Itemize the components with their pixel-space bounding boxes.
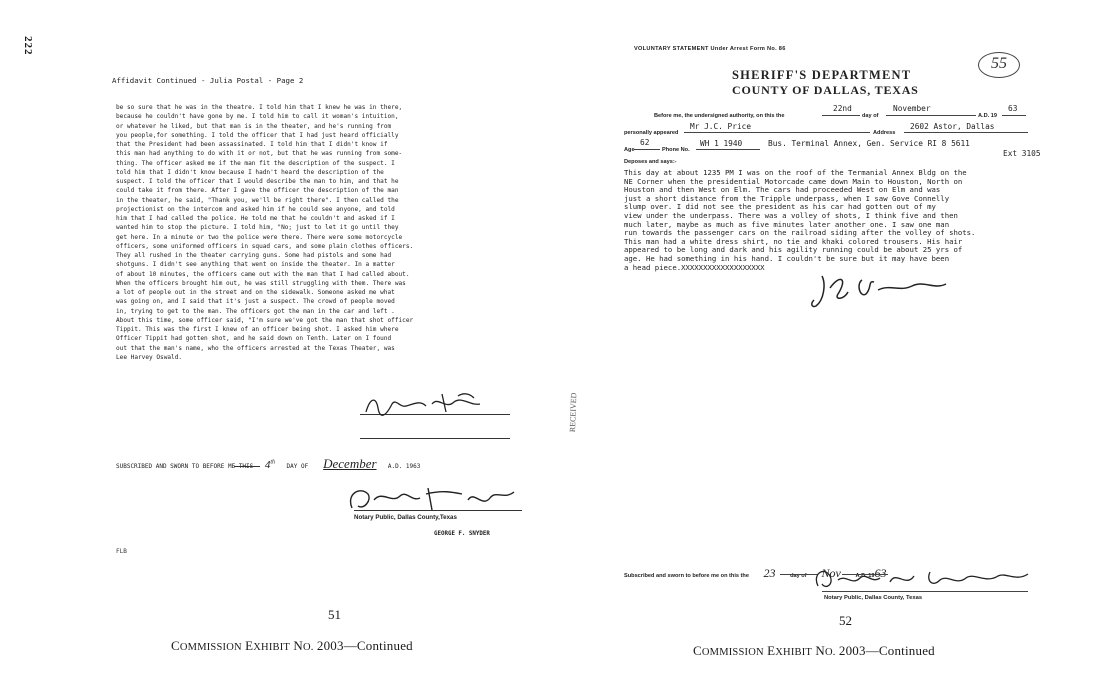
affidavit-line: Officer Tippit had gotten shot, and he said down on Tenth. Later on I found [116,335,392,343]
age-underline [634,149,660,150]
affidavit-line: wanted him to stop the picture. I told him, "No; just to let it go until they [116,224,399,232]
statement-line: run towards the passenger cars on the railroad siding after the volley of shots. [624,229,976,238]
statement-line: much later, maybe as much as five minutes later another one. I saw one man [624,220,950,229]
notary-signature-right [810,564,1040,594]
statement-line: age. He had something in his hand. I couldn't be sure but it may have been [624,254,950,263]
affidavit-line: this man had anything to do with it or not, but that he was running from some- [116,150,403,158]
name-underline [684,132,870,133]
day-of-label: day of [862,113,879,119]
affidavit-line: They all rushed in the theater carrying guns. Some had pistols and some had [116,252,392,259]
jurat-year-right: 63 [874,566,887,580]
right-page [560,0,1094,691]
statement-body [624,169,1094,272]
age-label: Age [624,147,635,153]
jurat-left [116,456,420,472]
statement-line: This man had a white dress shirt, no tie and khaki colored trousers. His hair [624,237,963,246]
statement-line: This day at about 1235 PM I was on the roof of the Termanial Annex Bldg on the [624,169,967,177]
county-title: COUNTY OF DALLAS, TEXAS [732,83,919,97]
notary-line-left [354,510,522,511]
affiant-signature-price [808,270,968,312]
statement-line: a head piece.XXXXXXXXXXXXXXXXXXX [624,263,765,272]
jurat-ad-right: A.D. 19 [855,573,875,579]
affidavit-header: Affidavit Continued - Julia Postal - Page 2 [112,76,304,85]
statement-day: 22nd [833,104,852,113]
department-title: SHERIFF'S DEPARTMENT [732,68,912,82]
affidavit-line: officers, some uniformed officers in squad cars, and some plain clothes officers. [116,242,414,250]
affidavit-line: When the officers brought him out, he was still struggling with them. There was [116,279,406,287]
phone-label: Phone No. [662,147,690,153]
affidavit-line: him that I had called the police. He told me that he couldn't and asked if I [116,215,395,222]
deposes-label: Deposes and says:- [624,159,677,165]
affidavit-line: that the President had been assassinated. I told him that I didn't know if [116,141,388,148]
statement-month: November [893,104,931,113]
affiant-signature [362,390,502,420]
typist-initials: FLB [116,548,127,555]
affidavit-line: projectionist on the intercom and asked him if he could see anyone, and told [116,205,395,213]
notary-line-right [822,591,1028,592]
affidavit-line: Lee Harvey Oswald. [116,353,183,361]
affidavit-line: because he couldn't have gone by me. I told him to call it woman's intuition, [116,113,399,121]
statement-year: 63 [1008,104,1018,113]
affidavit-line: was going on, and I said that it's just a suspect. The crowd of people moved [116,298,395,306]
statement-line: just a short distance from the Tripple underpass, when I saw Gove Connelly [624,194,950,203]
jurat-month: December [323,456,377,471]
affidavit-line: could take it from there. After I gave the officer the description of the man [116,187,399,195]
page-number-left: 51 [328,607,341,622]
affiant-employment: Bus. Terminal Annex, Gen. Service RI 8 5611 [768,139,970,148]
jurat-day-of: DAY OF [286,463,309,470]
address-label: Address [873,130,896,136]
statement-line: appeared to be long and dark and his agility running could be about 25 yrs of [624,246,963,255]
affidavit-line: About this time, some officer said, "I'm sure we've got the man that shot officer [116,316,414,324]
appeared-label: personally appeared [624,130,679,136]
before-me-label: Before me, the undersigned authority, on this the [654,113,785,119]
jurat-day-underline [234,466,260,467]
affidavit-line: out that the man's name, who the officers arrested at the Texas Theater, was [116,344,395,352]
affiant-ext: Ext 3105 [1003,149,1041,158]
affidavit-line: told him that I didn't know because I hadn't heard the description of the [116,168,384,176]
received-stamp: RECEIVED [568,392,579,433]
jurat-month-right: Nov [821,566,841,580]
affiant-phone: WH 1 1940 [700,139,743,148]
statement-line: NE Corner when the presidential Motorcade came down Main to Houston, North on [624,177,963,186]
statement-line: Houston and then West on Elm. The cars had proceeded West on Elm and was [624,186,941,195]
page-number-right: 52 [839,613,852,628]
jurat-text-right: Subscribed and sworn to before me on this the [624,573,749,579]
form-header: VOLUNTARY STATEMENT Under Arrest Form No. 86 [634,46,786,52]
notary-name-left: GEORGE F. SNYDER [434,531,490,537]
affidavit-line: a lot of people out in the street and on the sidewalk. Someone asked me what [116,289,395,296]
affiant-address: 2602 Astor, Dallas [910,122,995,131]
affidavit-line: shotguns. I didn't see anything that went on inside the theater. In a matter [116,261,395,269]
caption-right: COMMISSION EXHIBIT NO. 2003—Continued [693,643,935,658]
affidavit-line: thing. The officer asked me if the man fit the description of the suspect. I [116,159,395,167]
affidavit-line: in, trying to get to the man. The officers got the man in the car and left . [116,307,395,315]
affidavit-line: or whatever he liked, but that man is in the theater, and he's running from [116,122,392,130]
month-underline [886,115,976,116]
statement-line: view under the underpass. There was a volley of shots, I think five and then [624,211,958,220]
jurat-year: 63 [413,463,421,470]
affidavit-line: be so sure that he was in the theatre. I told him that I knew he was in there, [116,104,403,111]
phone-underline [696,149,760,150]
address-underline [904,132,1028,133]
notary-title-right: Notary Public, Dallas County, Texas [824,595,923,601]
statement-line: slump over. I did not see the president as his car had gotten out of my [624,203,936,212]
ad-label: A.D. 19 [978,113,997,119]
jurat-day: 4th [264,459,275,471]
jurat-year-prefix: A.D. 19 [387,463,414,470]
page-mark: 55 [978,52,1020,78]
year-underline [1002,115,1026,116]
affidavit-line: get here. In a minute or two the police were there. There were some motorcycle [116,233,403,241]
jurat-day-right: 23 [763,566,776,580]
day-underline [822,115,860,116]
affidavit-line: suspect. I told the officer that I would describe the man to him, and that he [116,178,399,185]
volume-number: 222 [22,36,34,56]
affiant-name: Mr J.C. Price [690,122,752,131]
affidavit-line: of about 10 minutes, the officers came out with the man that I had called about. [116,270,410,278]
jurat-day-of-right: day of [790,573,807,579]
notary-title-left: Notary Public, Dallas County,Texas [354,514,457,521]
affiant-age: 62 [640,138,650,147]
jurat-text: SUBSCRIBED AND SWORN TO BEFORE ME THIS [116,463,254,470]
affidavit-line: you people,for something. I told the officer that I had just heard officially [116,131,399,139]
caption-left: COMMISSION EXHIBIT NO. 2003—Continued [171,638,413,653]
affidavit-body [116,103,511,362]
affidavit-line: Tippit. This was the first I knew of an officer being shot. I asked him where [116,326,399,333]
affidavit-line: in the theater, he said, "Thank you, we'll be right there". I then called the [116,196,399,204]
signature-line-lower [360,438,510,439]
